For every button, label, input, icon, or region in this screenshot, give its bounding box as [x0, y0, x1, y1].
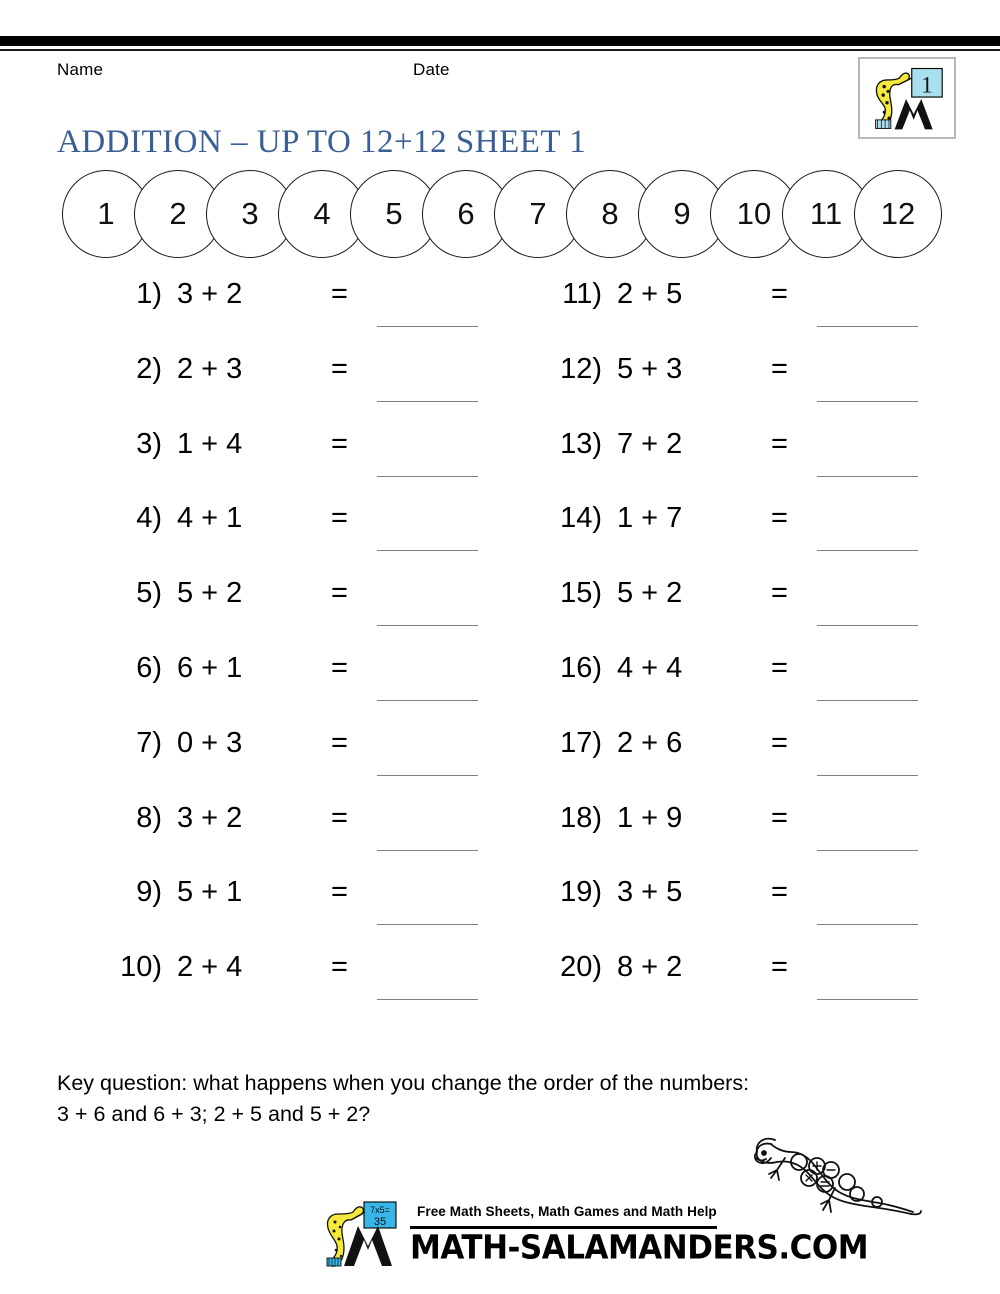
problem-index: 10)	[120, 951, 162, 984]
number-circle-7: 7	[494, 170, 582, 258]
problem-expression: 5 + 2	[617, 577, 683, 610]
equals-sign: =	[331, 726, 348, 759]
number-circle-6: 6	[422, 170, 510, 258]
problem-expression: 5 + 2	[177, 577, 243, 610]
answer-blank[interactable]	[377, 326, 478, 327]
number-circle-1: 1	[62, 170, 150, 258]
equals-sign: =	[771, 427, 788, 460]
answer-blank[interactable]	[377, 625, 478, 626]
problem-row	[100, 422, 520, 497]
problem-index: 3)	[136, 427, 162, 460]
footer-logo	[322, 1198, 869, 1270]
number-circle-3: 3	[206, 170, 294, 258]
problem-expression: 1 + 9	[617, 801, 683, 834]
problem-row	[540, 945, 960, 1020]
number-circle-10: 10	[710, 170, 798, 258]
answer-blank[interactable]	[817, 775, 918, 776]
problem-expression: 4 + 4	[617, 651, 683, 684]
problem-row	[100, 870, 520, 945]
problem-index: 5)	[136, 577, 162, 610]
problem-row	[540, 646, 960, 721]
problem-row	[540, 347, 960, 422]
problem-index: 7)	[136, 726, 162, 759]
grade-badge	[858, 57, 956, 139]
equals-sign: =	[331, 577, 348, 610]
problem-row	[540, 422, 960, 497]
footer-tagline: Free Math Sheets, Math Games and Math Help	[417, 1204, 717, 1219]
answer-blank[interactable]	[377, 999, 478, 1000]
footer-url: MATH-SALAMANDERS.COM	[410, 1229, 869, 1267]
problem-expression: 1 + 7	[617, 502, 683, 535]
equals-sign: =	[771, 651, 788, 684]
equals-sign: =	[331, 278, 348, 310]
problem-expression: 1 + 4	[177, 427, 243, 460]
problem-expression: 2 + 5	[617, 278, 683, 310]
problem-row	[100, 721, 520, 796]
number-circle-5: 5	[350, 170, 438, 258]
date-label: Date	[413, 60, 450, 79]
answer-blank[interactable]	[377, 775, 478, 776]
equals-sign: =	[331, 352, 348, 385]
problem-index: 18)	[560, 801, 602, 834]
svg-text:1: 1	[921, 72, 933, 98]
problem-row	[100, 945, 520, 1020]
problem-index: 2)	[136, 352, 162, 385]
answer-blank[interactable]	[817, 850, 918, 851]
problem-index: 11)	[562, 278, 602, 310]
number-circle-11: 11	[782, 170, 870, 258]
problem-index: 14)	[560, 502, 602, 535]
page-title: ADDITION – UP TO 12+12 SHEET 1	[57, 124, 587, 160]
answer-blank[interactable]	[817, 326, 918, 327]
problem-expression: 5 + 1	[177, 876, 243, 909]
problem-expression: 3 + 2	[177, 801, 243, 834]
salamander-outline-icon	[745, 1122, 925, 1227]
answer-blank[interactable]	[817, 476, 918, 477]
problem-row	[540, 272, 960, 347]
problem-expression: 2 + 3	[177, 352, 243, 385]
problem-expression: 0 + 3	[177, 726, 243, 759]
problem-row	[100, 496, 520, 571]
key-question-line-1: Key question: what happens when you change the order of the numbers:	[57, 1071, 750, 1095]
problems-left-column	[100, 272, 520, 1020]
problems-right-column	[540, 272, 960, 1020]
problem-index: 8)	[136, 801, 162, 834]
number-circle-8: 8	[566, 170, 654, 258]
problem-row	[100, 347, 520, 422]
problem-expression: 6 + 1	[177, 651, 243, 684]
problem-expression: 4 + 1	[177, 502, 243, 535]
salamander-writing-icon	[860, 59, 954, 137]
answer-blank[interactable]	[817, 550, 918, 551]
equals-sign: =	[331, 876, 348, 909]
problem-row	[100, 796, 520, 871]
chalkboard-line-2: 35	[373, 1216, 387, 1228]
problem-row	[540, 496, 960, 571]
answer-blank[interactable]	[377, 476, 478, 477]
problem-index: 9)	[136, 876, 162, 909]
number-circle-12: 12	[854, 170, 942, 258]
equals-sign: =	[771, 577, 788, 610]
equals-sign: =	[771, 502, 788, 535]
problem-row	[100, 272, 520, 347]
answer-blank[interactable]	[817, 625, 918, 626]
problem-row	[100, 646, 520, 721]
equals-sign: =	[331, 951, 348, 984]
answer-blank[interactable]	[377, 850, 478, 851]
problem-index: 17)	[560, 726, 602, 759]
problem-index: 4)	[136, 502, 162, 535]
problem-index: 13)	[560, 427, 602, 460]
equals-sign: =	[331, 502, 348, 535]
answer-blank[interactable]	[377, 401, 478, 402]
problem-index: 19)	[560, 876, 602, 909]
number-circle-9: 9	[638, 170, 726, 258]
answer-blank[interactable]	[817, 401, 918, 402]
problem-row	[540, 571, 960, 646]
problem-expression: 2 + 4	[177, 951, 243, 984]
salamander-chalkboard-icon	[322, 1198, 410, 1270]
problem-index: 6)	[136, 651, 162, 684]
name-label: Name	[57, 60, 104, 79]
key-question-line-2: 3 + 6 and 6 + 3; 2 + 5 and 5 + 2?	[57, 1102, 371, 1126]
number-circle-4: 4	[278, 170, 366, 258]
problem-index: 1)	[136, 278, 162, 310]
problem-index: 12)	[560, 352, 602, 385]
salamander-decoration	[745, 1122, 925, 1227]
key-question	[57, 1068, 957, 1130]
answer-blank[interactable]	[817, 999, 918, 1000]
problem-row	[540, 796, 960, 871]
number-circle-2: 2	[134, 170, 222, 258]
problem-expression: 3 + 5	[617, 876, 683, 909]
number-strip	[62, 170, 942, 262]
equals-sign: =	[771, 352, 788, 385]
problem-index: 15)	[560, 577, 602, 610]
answer-blank[interactable]	[817, 700, 918, 701]
equals-sign: =	[771, 801, 788, 834]
chalkboard-line-1: 7x5=	[370, 1205, 390, 1215]
equals-sign: =	[771, 726, 788, 759]
problem-expression: 8 + 2	[617, 951, 683, 984]
answer-blank[interactable]	[817, 924, 918, 925]
equals-sign: =	[771, 951, 788, 984]
page-top-rule	[0, 36, 1000, 46]
problem-index: 20)	[560, 951, 602, 984]
equals-sign: =	[771, 876, 788, 909]
problem-expression: 3 + 2	[177, 278, 243, 310]
equals-sign: =	[331, 801, 348, 834]
problem-row	[540, 721, 960, 796]
problem-index: 16)	[560, 651, 602, 684]
answer-blank[interactable]	[377, 550, 478, 551]
problem-row	[100, 571, 520, 646]
page-top-rule-thin	[0, 49, 1000, 51]
equals-sign: =	[331, 651, 348, 684]
equals-sign: =	[771, 278, 788, 310]
problem-expression: 2 + 6	[617, 726, 683, 759]
equals-sign: =	[331, 427, 348, 460]
problem-expression: 7 + 2	[617, 427, 683, 460]
answer-blank[interactable]	[377, 700, 478, 701]
problem-row	[540, 870, 960, 945]
problem-expression: 5 + 3	[617, 352, 683, 385]
answer-blank[interactable]	[377, 924, 478, 925]
